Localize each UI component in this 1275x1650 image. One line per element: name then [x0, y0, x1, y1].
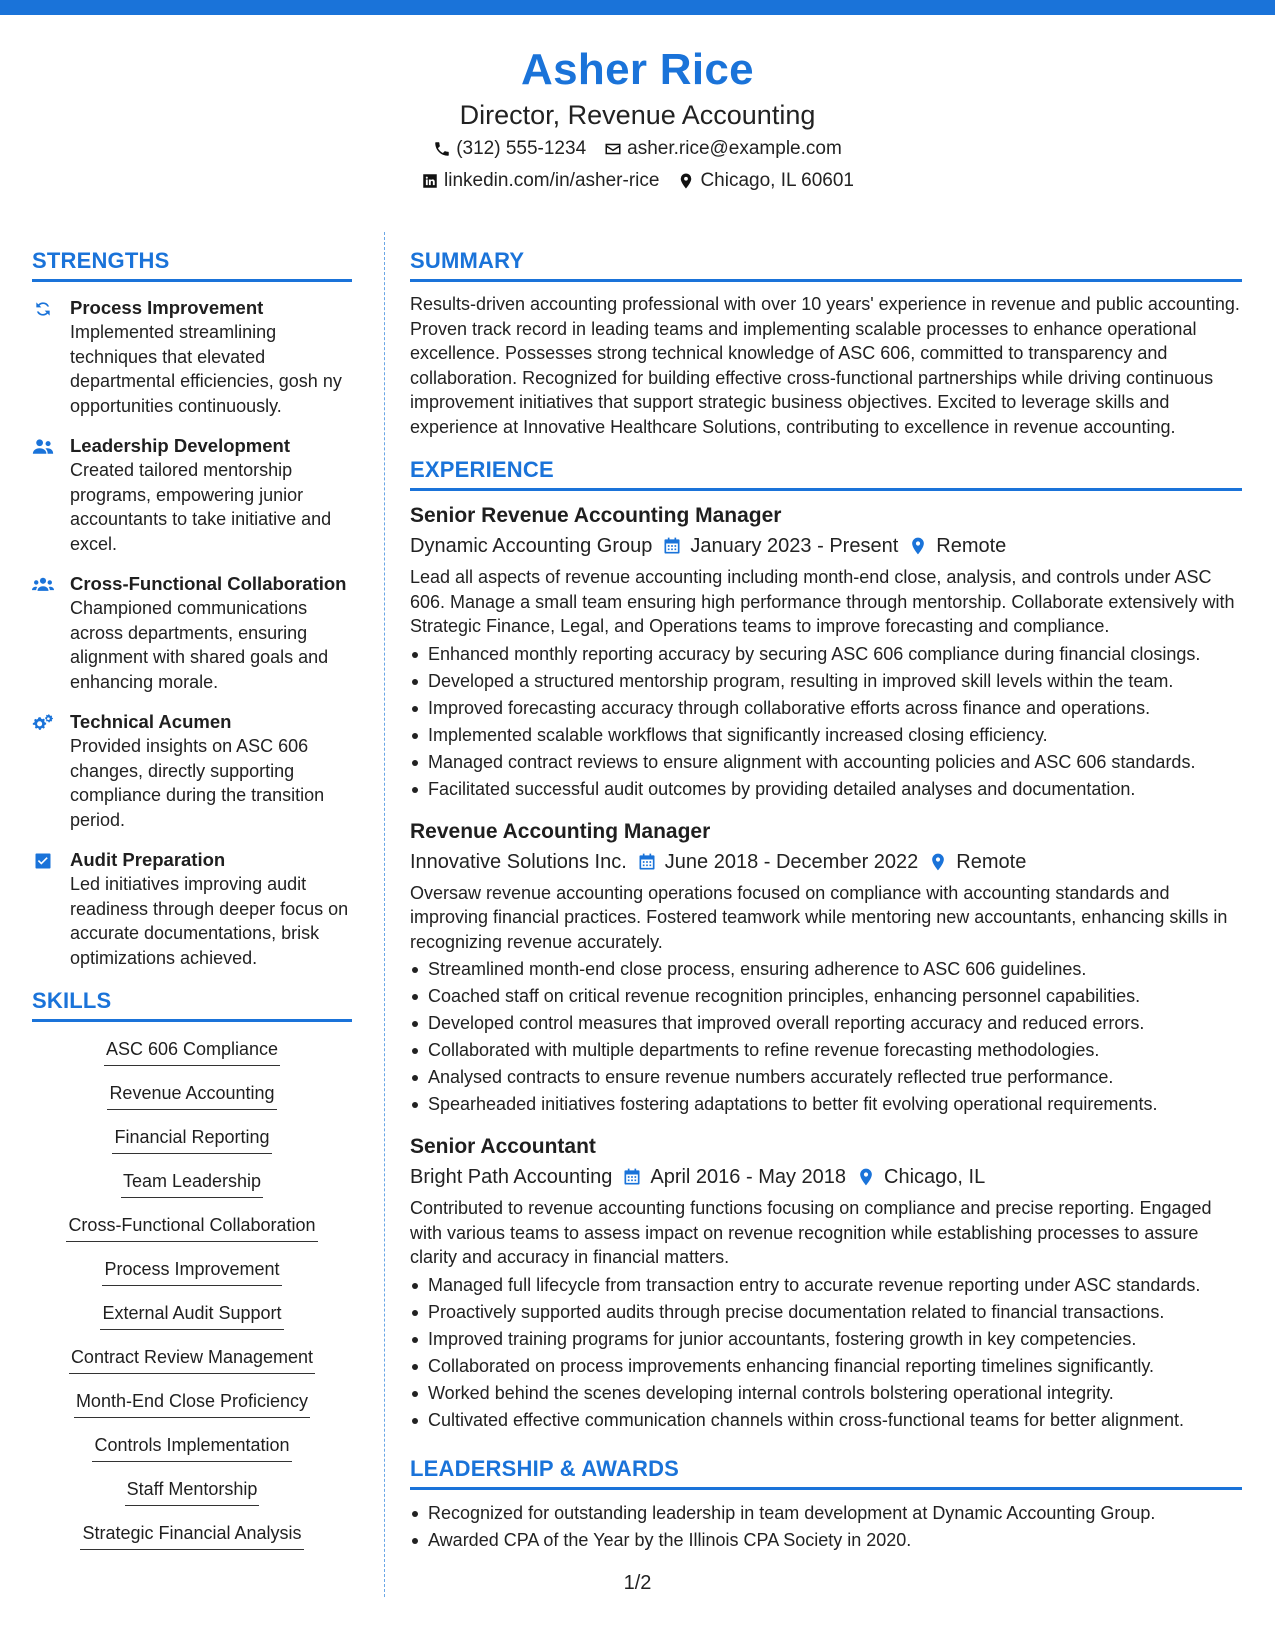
calendar-icon: [637, 852, 657, 872]
job-location-text: Chicago, IL: [884, 1166, 986, 1188]
summary-heading: SUMMARY: [410, 246, 1242, 282]
job-location-text: Remote: [936, 535, 1007, 557]
job-bullet: Proactively supported audits through precise documentation related to financial transactions.: [410, 1299, 1242, 1326]
contact-row-1: [0, 134, 1275, 164]
job-title: Senior Revenue Accounting Manager: [410, 504, 782, 527]
job-bullet: Coached staff on critical revenue recognition principles, enhancing personnel capabilities.: [410, 983, 1242, 1010]
job-company: Innovative Solutions Inc.: [410, 850, 627, 873]
gears-icon: [32, 713, 54, 733]
skill-item: Month-End Close Proficiency: [74, 1388, 310, 1418]
job-bullet: Improved training programs for junior accountants, fostering growth in key competencies.: [410, 1326, 1242, 1353]
summary-text: Results-driven accounting professional with over 10 years' experience in revenue and public accounting. Proven track record in leading teams and implementing scalable processes to enhance operational excellence. Possesses strong technical knowledge of ASC 606, committed to transparency and collaboration. Recognized for building effective cross-functional partnerships while driving continuous improvement initiatives that support strategic business objectives. Excited to leverage skills and experience at Innovative Healthcare Solutions, contributing to excellence in revenue accounting.: [410, 294, 1240, 437]
job-bullet: Enhanced monthly reporting accuracy by securing ASC 606 compliance during financial closings.: [410, 641, 1242, 668]
job-bullet: Improved forecasting accuracy through collaborative efforts across finance and operations.: [410, 695, 1242, 722]
contact-row-2: [0, 166, 1275, 196]
job-title: Revenue Accounting Manager: [410, 819, 711, 843]
candidate-title: Director, Revenue Accounting: [459, 100, 816, 130]
skill-item: Contract Review Management: [69, 1344, 315, 1374]
strength-desc: Provided insights on ASC 606 changes, directly supporting compliance during the transition period.: [70, 736, 325, 830]
strength-item: [32, 848, 352, 970]
phone-contact[interactable]: [433, 134, 586, 164]
skill-item: Process Improvement: [102, 1256, 281, 1286]
skill-item: External Audit Support: [100, 1300, 283, 1330]
strengths-heading: STRENGTHS: [32, 246, 352, 282]
job-bullet: Managed full lifecycle from transaction entry to accurate revenue reporting under ASC standards.: [410, 1272, 1242, 1299]
linkedin-contact[interactable]: [421, 166, 659, 196]
refresh-icon: [32, 299, 54, 319]
map-pin-icon: [856, 1167, 876, 1187]
strength-desc: Led initiatives improving audit readiness through deeper focus on accurate documentations, brisk optimizations achieved.: [70, 874, 349, 968]
job-location: [856, 1162, 985, 1192]
calendar-icon: [662, 536, 682, 556]
column-divider: [384, 232, 385, 1597]
strength-item: [32, 710, 352, 832]
linkedin-text: linkedin.com/in/asher-rice: [444, 170, 660, 191]
strength-item: [32, 434, 352, 556]
job-meta: [410, 531, 1242, 561]
strength-title: Leadership Development: [70, 435, 291, 456]
job-entry: [410, 501, 1242, 803]
job-company: Dynamic Accounting Group: [410, 535, 653, 557]
job-description: Oversaw revenue accounting operations focused on compliance with accounting standards and improving financial practices. Fostered teamwork while mentoring new accountants, enhancing skills in recognizing revenue accurately.: [410, 882, 1228, 952]
linkedin-icon: [421, 172, 439, 190]
location-text: Chicago, IL 60601: [700, 170, 854, 191]
job-bullet: Facilitated successful audit outcomes by providing detailed analyses and documentation.: [410, 776, 1242, 803]
job-bullets: [410, 956, 1242, 1118]
job-bullet: Managed contract reviews to ensure alignment with accounting policies and ASC 606 standards.: [410, 749, 1242, 776]
skill-item: Revenue Accounting: [107, 1080, 276, 1110]
experience-heading: EXPERIENCE: [410, 455, 1242, 491]
leadership-item: Awarded CPA of the Year by the Illinois CPA Society in 2020.: [410, 1527, 1242, 1554]
skill-item: Staff Mentorship: [125, 1476, 260, 1506]
right-column: [410, 246, 1242, 1554]
users-icon: [32, 575, 54, 595]
leadership-item: Recognized for outstanding leadership in team development at Dynamic Accounting Group.: [410, 1500, 1242, 1527]
envelope-icon: [604, 140, 622, 158]
map-pin-icon: [677, 172, 695, 190]
top-accent-bar: [0, 0, 1275, 15]
skills-heading: SKILLS: [32, 986, 352, 1022]
checkbox-icon: [32, 851, 54, 871]
strength-item: [32, 296, 352, 418]
job-bullet: Collaborated with multiple departments to refine revenue forecasting methodologies.: [410, 1037, 1242, 1064]
job-bullet: Implemented scalable workflows that significantly increased closing efficiency.: [410, 722, 1242, 749]
calendar-icon: [622, 1167, 642, 1187]
job-dates: [662, 531, 898, 561]
job-entry: [410, 1132, 1242, 1434]
job-location: [928, 847, 1026, 877]
job-bullet: Worked behind the scenes developing internal controls bolstering operational integrity.: [410, 1380, 1242, 1407]
job-dates: [637, 847, 919, 877]
left-column: [32, 246, 352, 1564]
user-group-icon: [32, 437, 54, 457]
strengths-list: [32, 296, 352, 970]
skill-item: Financial Reporting: [112, 1124, 271, 1154]
strength-title: Audit Preparation: [70, 849, 226, 870]
skill-item: ASC 606 Compliance: [104, 1036, 280, 1066]
location-contact: [677, 166, 854, 196]
map-pin-icon: [928, 852, 948, 872]
strength-desc: Championed communications across departments, ensuring alignment with shared goals and enhancing morale.: [70, 598, 329, 692]
candidate-name: Asher Rice: [521, 45, 754, 94]
strength-title: Technical Acumen: [70, 711, 232, 732]
map-pin-icon: [908, 536, 928, 556]
job-bullet: Spearheaded initiatives fostering adaptations to better fit evolving operational requirements.: [410, 1091, 1242, 1118]
skill-item: Team Leadership: [121, 1168, 263, 1198]
strength-desc: Created tailored mentorship programs, empowering junior accountants to take initiative and excel.: [70, 460, 332, 554]
leadership-heading: LEADERSHIP & AWARDS: [410, 1454, 1242, 1490]
skill-item: Cross-Functional Collaboration: [66, 1212, 317, 1242]
job-dates: [622, 1162, 846, 1192]
job-meta: [410, 1162, 1242, 1192]
email-contact[interactable]: [604, 134, 842, 164]
strength-title: Cross-Functional Collaboration: [70, 573, 347, 594]
phone-icon: [433, 140, 451, 158]
job-title: Senior Accountant: [410, 1135, 596, 1158]
job-dates-text: January 2023 - Present: [690, 535, 899, 557]
strength-item: [32, 572, 352, 694]
page-number: 1/2: [623, 1572, 652, 1594]
strength-title: Process Improvement: [70, 297, 264, 318]
job-description: Contributed to revenue accounting functions focusing on compliance and precise reporting. Engaged with various teams to assess impact on revenue recognition while establishing processes to assure clarity and accuracy in financial matters.: [410, 1198, 1212, 1267]
job-bullet: Collaborated on process improvements enhancing financial reporting timelines significantly.: [410, 1353, 1242, 1380]
job-bullet: Cultivated effective communication channels within cross-functional teams for better alignment.: [410, 1407, 1242, 1434]
job-bullets: [410, 1272, 1242, 1434]
job-meta: [410, 847, 1242, 877]
email-text: asher.rice@example.com: [627, 138, 842, 159]
job-location-text: Remote: [956, 850, 1027, 873]
phone-text: (312) 555-1234: [456, 138, 587, 159]
skill-item: Controls Implementation: [92, 1432, 291, 1462]
job-entry: [410, 817, 1242, 1119]
skills-list: [32, 1036, 352, 1564]
job-bullet: Analysed contracts to ensure revenue numbers accurately reflected true performance.: [410, 1064, 1242, 1091]
job-bullets: [410, 641, 1242, 803]
job-location: [908, 531, 1006, 561]
strength-desc: Implemented streamlining techniques that elevated departmental efficiencies, gosh ny opportunities continuously.: [70, 322, 342, 416]
job-bullet: Developed a structured mentorship program, resulting in improved skill levels within the team.: [410, 668, 1242, 695]
job-dates-text: June 2018 - December 2022: [664, 850, 919, 873]
job-bullet: Streamlined month-end close process, ensuring adherence to ASC 606 guidelines.: [410, 956, 1242, 983]
skill-item: Strategic Financial Analysis: [80, 1520, 303, 1550]
job-description: Lead all aspects of revenue accounting including month-end close, analysis, and controls under ASC 606. Manage a small team ensuring high performance through mentorship. Collaborate extensively with Strategic Finance, Legal, and Operations teams to improve forecasting and compliance.: [410, 567, 1235, 636]
job-dates-text: April 2016 - May 2018: [650, 1166, 847, 1188]
job-company: Bright Path Accounting: [410, 1166, 613, 1188]
leadership-list: [410, 1500, 1242, 1554]
resume-header: [0, 42, 1275, 196]
job-bullet: Developed control measures that improved overall reporting accuracy and reduced errors.: [410, 1010, 1242, 1037]
